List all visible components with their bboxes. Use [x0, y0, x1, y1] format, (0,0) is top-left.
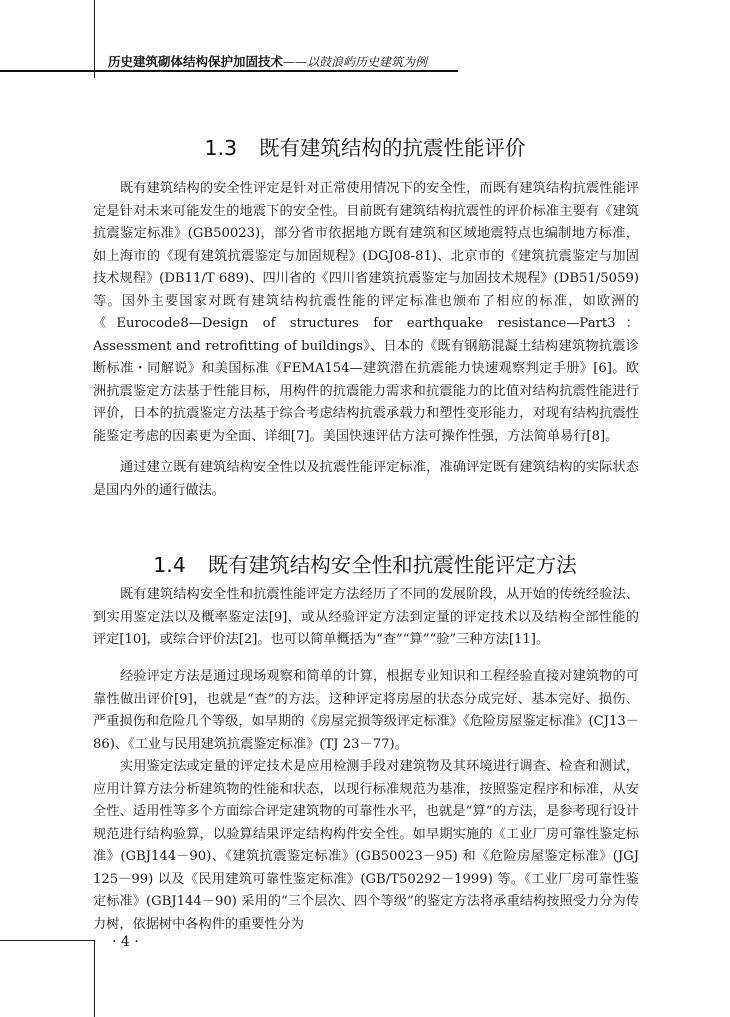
- paragraph: 经验评定方法是通过现场观察和简单的计算，根据专业知识和工程经验直接对建筑物的可靠性做出评价[9]，也就是“查”的方法。这种评定将房屋的状态分成完好、基本完好、损伤、严重损伤和危险几个等级，如早期的《房屋完损等级评定标准》《危险房屋鉴定标准》(CJ13－86)、《工业与民用建筑抗震鉴定标准》(TJ 23－77)。: [93, 669, 639, 752]
- crop-mark-bottom-horizontal: [0, 940, 95, 941]
- paragraph: 既有建筑结构的安全性评定是针对正常使用情况下的安全性，而既有建筑结构抗震性能评定是针对未来可能发生的地震下的安全性。目前既有建筑结构抗震性的评价标准主要有《建筑抗震鉴定标准》(GB50023)，部分省市依据地方既有建筑和区域地震特点也编制地方标准，如上海市的《现有建筑抗震鉴定与加固规程》(DGJ08-81)、北京市的《建筑抗震鉴定与加固技术规程》(DB11/T 689)、四川省的《四川省建筑抗震鉴定与加固技术规程》(DB51/5059) 等。国外主要国家对既有建筑结构抗震性能的评定标准也颁布了相应的标准，如欧洲的《Eurocode8—Design of structures for earthquake resistance—Part3：Assessment and retrofitting of buildings》、日本的《既有钢筋混凝土结构建筑物抗震诊断标准・同解说》和美国标准《FEMA154—建筑潜在抗震能力快速观察判定手册》[6]。欧洲抗震鉴定方法基于性能目标，用构件的抗震能力需求和抗震能力的比值对结构抗震性能进行评价，日本的抗震鉴定方法基于综合考虑结构抗震承载力和塑性变形能力，对现有结构抗震性能鉴定考虑的因素更为全面、详细[7]。美国快速评估方法可操作性强，方法简单易行[8]。: [93, 181, 639, 444]
- section-heading-1-4: [0, 548, 730, 578]
- page-number: · 4 ·: [112, 934, 139, 950]
- header-rule: [0, 70, 458, 72]
- book-subtitle: ——以鼓浪屿历史建筑为例: [283, 55, 428, 69]
- book-title: 历史建筑砌体结构保护加固技术: [108, 54, 284, 69]
- paragraph: 既有建筑结构安全性和抗震性能评定方法经历了不同的发展阶段，从开始的传统经验法、到实用鉴定法以及概率鉴定法[9]，或从经验评定方法到定量的评定技术以及结构全部性能的评定[10]，或综合评价法[2]。也可以简单概括为“查”“算”“验”三种方法[11]。: [93, 587, 639, 647]
- section-heading-1-3: [0, 131, 730, 161]
- section-number: 1.4: [153, 553, 186, 577]
- crop-mark-top: [94, 0, 95, 78]
- section-title: 既有建筑结构安全性和抗震性能评定方法: [207, 553, 577, 577]
- running-header: [108, 52, 427, 70]
- section-number: 1.3: [204, 136, 238, 160]
- paragraph: 通过建立既有建筑结构安全性以及抗震性能评定标准，准确评定既有建筑结构的实际状态是国内外的通行做法。: [93, 460, 639, 498]
- section-title: 既有建筑结构的抗震性能评价: [259, 136, 526, 160]
- crop-mark-bottom-vertical: [94, 940, 95, 1017]
- paragraph: 实用鉴定法或定量的评定技术是应用检测手段对建筑物及其环境进行调查、检查和测试，应用计算方法分析建筑物的性能和状态，以现行标准规范为基准，按照鉴定程序和标准，从安全性、适用性等多个方面综合评定建筑物的可靠性水平，也就是“算”的方法，是参考现行设计规范进行结构验算，以验算结果评定结构构件安全性。如早期实施的《工业厂房可靠性鉴定标准》(GBJ144－90)、《建筑抗震鉴定标准》(GB50023－95) 和《危险房屋鉴定标准》(JGJ 125－99) 以及《民用建筑可靠性鉴定标准》(GB/T50292－1999) 等。《工业厂房可靠性鉴定标准》(GBJ144－90) 采用的“三个层次、四个等级”的鉴定方法将承重结构按照受力分为传力树，依据树中各构件的重要性分为: [93, 759, 639, 932]
